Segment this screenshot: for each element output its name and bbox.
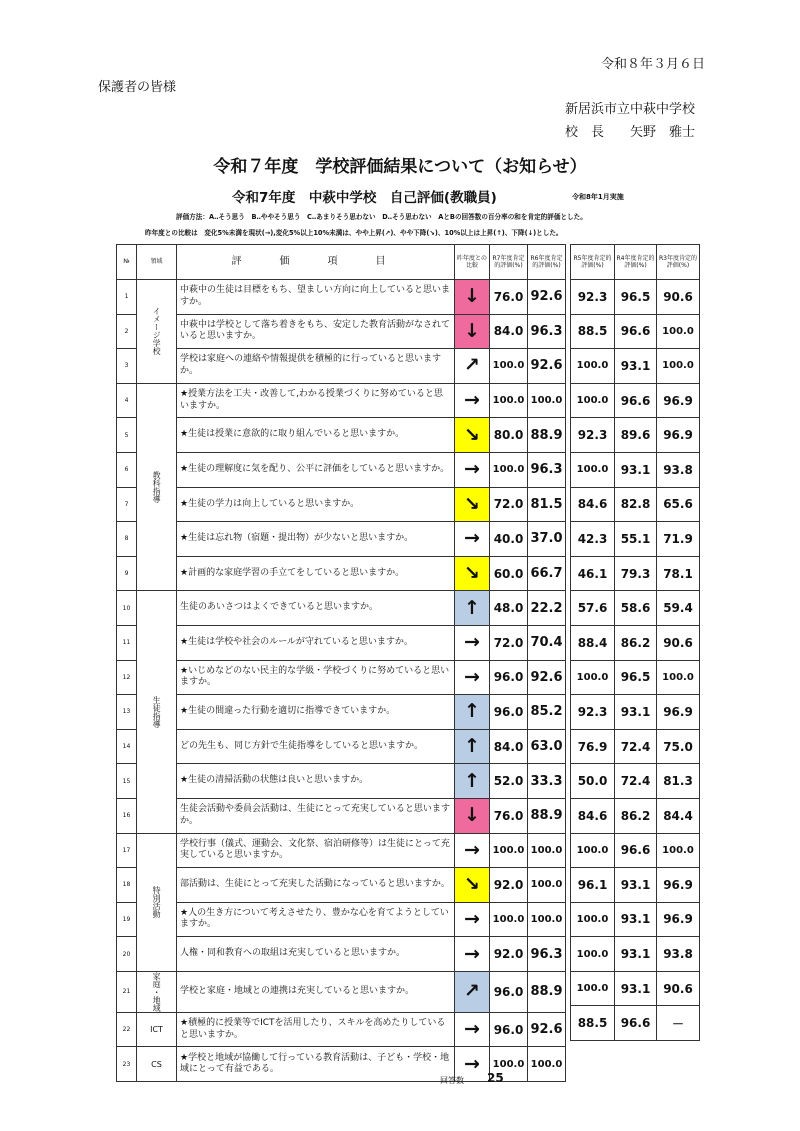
trend-arrow-icon: ↘	[455, 868, 490, 903]
r7-value: 76.0	[490, 280, 528, 315]
r4-value: 72.4	[615, 729, 657, 764]
implementation-date: 令和8年1月実施	[572, 193, 624, 201]
trend-arrow-icon: →	[455, 522, 490, 557]
r3-value: 71.9	[657, 522, 700, 557]
header-r5: R5年度肯定的評価(%)	[571, 245, 615, 280]
table-row	[117, 764, 566, 799]
r3-value: 96.9	[657, 383, 700, 418]
header-r3: R3年度肯定的評価(%)	[657, 245, 700, 280]
table-row	[117, 522, 566, 557]
row-number: 6	[117, 452, 137, 487]
history-row	[571, 452, 700, 487]
r6-value: 92.6	[528, 660, 566, 695]
header-r4: R4年度肯定的評価(%)	[615, 245, 657, 280]
trend-arrow-icon: →	[455, 625, 490, 660]
r3-value: 93.8	[657, 937, 700, 972]
r5-value: 46.1	[571, 556, 615, 591]
r7-value: 72.0	[490, 487, 528, 522]
r4-value: 58.6	[615, 591, 657, 626]
evaluation-method-note: 評価方法：A‥そう思う B‥ややそう思う C‥あまりそう思わない D‥そう思わない AとBの回答数の百分率の和を肯定的評価とした。	[176, 213, 587, 221]
respondents-label: 回答数	[440, 1076, 464, 1085]
r3-value: 96.9	[657, 902, 700, 937]
r3-value: 90.6	[657, 971, 700, 1006]
r5-value: 100.0	[571, 902, 615, 937]
r6-value: 92.6	[528, 1012, 566, 1047]
row-number: 19	[117, 902, 137, 937]
history-row	[571, 1006, 700, 1041]
r6-value: 88.9	[528, 971, 566, 1012]
r7-value: 100.0	[490, 349, 528, 384]
r3-value: －	[657, 1006, 700, 1041]
r7-value: 92.0	[490, 937, 528, 972]
table-row	[117, 937, 566, 972]
table-row	[117, 729, 566, 764]
header-no: №	[117, 245, 137, 280]
category-label: 教科指導	[137, 383, 177, 591]
history-row	[571, 764, 700, 799]
r6-value: 92.6	[528, 349, 566, 384]
trend-arrow-icon: ↓	[455, 280, 490, 315]
r4-value: 82.8	[615, 487, 657, 522]
r4-value: 93.1	[615, 902, 657, 937]
trend-arrow-icon: →	[455, 833, 490, 868]
row-number: 18	[117, 868, 137, 903]
r6-value: 100.0	[528, 902, 566, 937]
history-row	[571, 314, 700, 349]
trend-arrow-icon: →	[455, 660, 490, 695]
row-number: 21	[117, 971, 137, 1012]
history-row	[571, 625, 700, 660]
r6-value: 96.3	[528, 452, 566, 487]
r5-value: 100.0	[571, 937, 615, 972]
r7-value: 84.0	[490, 314, 528, 349]
r5-value: 84.6	[571, 487, 615, 522]
row-number: 2	[117, 314, 137, 349]
r4-value: 89.6	[615, 418, 657, 453]
evaluation-item: 中萩中の生徒は目標をもち、望ましい方向に向上していると思いますか。	[177, 280, 455, 315]
r3-value: 75.0	[657, 729, 700, 764]
r5-value: 42.3	[571, 522, 615, 557]
history-row	[571, 937, 700, 972]
r4-value: 93.1	[615, 937, 657, 972]
r3-value: 100.0	[657, 833, 700, 868]
r5-value: 57.6	[571, 591, 615, 626]
r7-value: 60.0	[490, 556, 528, 591]
r6-value: 81.5	[528, 487, 566, 522]
history-row	[571, 487, 700, 522]
table-row	[117, 591, 566, 626]
category-label: CS	[137, 1047, 177, 1082]
header-item: 評 価 項 目	[177, 245, 455, 280]
r4-value: 72.4	[615, 764, 657, 799]
header-r6: R6年度肯定的評価(%)	[528, 245, 566, 280]
category-label: 生徒指導	[137, 591, 177, 833]
trend-arrow-icon: →	[455, 1012, 490, 1047]
row-number: 7	[117, 487, 137, 522]
r3-value: 84.4	[657, 798, 700, 833]
history-row	[571, 868, 700, 903]
r6-value: 100.0	[528, 868, 566, 903]
r4-value: 93.1	[615, 868, 657, 903]
history-row	[571, 418, 700, 453]
table-row	[117, 798, 566, 833]
category-label: ICT	[137, 1012, 177, 1047]
r4-value: 96.6	[615, 383, 657, 418]
comparison-note: 昨年度との比較は 変化5%未満を現状(→),変化5%以上10%未満は、やや上昇(↗)、やや下降(↘)、10%以上は上昇(↑)、下降(↓)とした。	[145, 229, 563, 237]
evaluation-item: 生徒会活動や委員会活動は、生徒にとって充実していると思いますか。	[177, 798, 455, 833]
header-r7: R7年度肯定的評価(%)	[490, 245, 528, 280]
survey-subtitle: 令和7年度 中萩中学校 自己評価(教職員)	[232, 190, 497, 206]
r7-value: 100.0	[490, 1047, 528, 1082]
r3-value: 100.0	[657, 314, 700, 349]
r5-value: 100.0	[571, 383, 615, 418]
evaluation-item: ★生徒の学力は向上していると思いますか。	[177, 487, 455, 522]
table-row	[117, 971, 566, 1012]
evaluation-item: ★いじめなどのない民主的な学級・学校づくりに努めていると思いますか。	[177, 660, 455, 695]
r3-value: 65.6	[657, 487, 700, 522]
trend-arrow-icon: ↑	[455, 695, 490, 730]
trend-arrow-icon: ↑	[455, 729, 490, 764]
r3-value: 81.3	[657, 764, 700, 799]
r3-value: 100.0	[657, 660, 700, 695]
r7-value: 72.0	[490, 625, 528, 660]
addressee: 保護者の皆様	[98, 80, 177, 95]
table-row	[117, 868, 566, 903]
table-row	[117, 1012, 566, 1047]
table-row	[117, 556, 566, 591]
r6-value: 96.3	[528, 937, 566, 972]
r7-value: 100.0	[490, 452, 528, 487]
r4-value: 96.5	[615, 660, 657, 695]
evaluation-item: 中萩中は学校として落ち着きをもち、安定した教育活動がなされていると思いますか。	[177, 314, 455, 349]
evaluation-item: 生徒のあいさつはよくできていると思いますか。	[177, 591, 455, 626]
trend-arrow-icon: ↓	[455, 798, 490, 833]
row-number: 4	[117, 383, 137, 418]
r6-value: 100.0	[528, 383, 566, 418]
evaluation-item: 人権・同和教育への取組は充実していると思いますか。	[177, 937, 455, 972]
r5-value: 88.4	[571, 625, 615, 660]
trend-arrow-icon: ↗	[455, 971, 490, 1012]
history-row	[571, 902, 700, 937]
trend-arrow-icon: ↓	[455, 314, 490, 349]
r7-value: 96.0	[490, 660, 528, 695]
row-number: 9	[117, 556, 137, 591]
r6-value: 63.0	[528, 729, 566, 764]
r4-value: 79.3	[615, 556, 657, 591]
row-number: 17	[117, 833, 137, 868]
row-number: 5	[117, 418, 137, 453]
history-row	[571, 522, 700, 557]
evaluation-item: ★生徒の理解度に気を配り、公平に評価をしていると思いますか。	[177, 452, 455, 487]
evaluation-item: ★授業方法を工夫・改善して,わかる授業づくりに努めていると思いますか。	[177, 383, 455, 418]
history-row	[571, 798, 700, 833]
r5-value: 50.0	[571, 764, 615, 799]
r7-value: 100.0	[490, 383, 528, 418]
history-row	[571, 971, 700, 1006]
r3-value: 96.9	[657, 695, 700, 730]
r5-value: 92.3	[571, 280, 615, 315]
table-row	[117, 349, 566, 384]
r4-value: 96.6	[615, 833, 657, 868]
r4-value: 86.2	[615, 798, 657, 833]
row-number: 1	[117, 280, 137, 315]
r7-value: 48.0	[490, 591, 528, 626]
table-row	[117, 833, 566, 868]
r6-value: 33.3	[528, 764, 566, 799]
evaluation-item: どの先生も、同じ方針で生徒指導をしていると思いますか。	[177, 729, 455, 764]
category-label: 家庭・地域	[137, 971, 177, 1012]
evaluation-item: ★生徒は学校や社会のルールが守れていると思いますか。	[177, 625, 455, 660]
row-number: 11	[117, 625, 137, 660]
table-row	[117, 660, 566, 695]
trend-arrow-icon: →	[455, 937, 490, 972]
r3-value: 96.9	[657, 418, 700, 453]
document-date: 令和８年３月６日	[600, 57, 705, 72]
r7-value: 40.0	[490, 522, 528, 557]
r6-value: 88.9	[528, 798, 566, 833]
principal-name: 校 長 矢野 雅士	[565, 125, 696, 140]
evaluation-item: 学校と家庭・地域との連携は充実していると思いますか。	[177, 971, 455, 1012]
r4-value: 96.6	[615, 314, 657, 349]
r7-value: 76.0	[490, 798, 528, 833]
r5-value: 100.0	[571, 349, 615, 384]
history-row	[571, 349, 700, 384]
history-table	[570, 244, 700, 1041]
table-row	[117, 314, 566, 349]
r5-value: 100.0	[571, 833, 615, 868]
r7-value: 100.0	[490, 902, 528, 937]
r5-value: 96.1	[571, 868, 615, 903]
r3-value: 59.4	[657, 591, 700, 626]
history-row	[571, 729, 700, 764]
r6-value: 92.6	[528, 280, 566, 315]
table-row	[117, 487, 566, 522]
r6-value: 22.2	[528, 591, 566, 626]
row-number: 10	[117, 591, 137, 626]
r5-value: 84.6	[571, 798, 615, 833]
table-row	[117, 625, 566, 660]
r6-value: 70.4	[528, 625, 566, 660]
r4-value: 55.1	[615, 522, 657, 557]
r3-value: 78.1	[657, 556, 700, 591]
trend-arrow-icon: →	[455, 383, 490, 418]
r5-value: 100.0	[571, 452, 615, 487]
header-compare: 昨年度との比較	[455, 245, 490, 280]
r6-value: 88.9	[528, 418, 566, 453]
history-row	[571, 660, 700, 695]
row-number: 16	[117, 798, 137, 833]
table-row	[117, 280, 566, 315]
r4-value: 93.1	[615, 349, 657, 384]
r5-value: 88.5	[571, 1006, 615, 1041]
trend-arrow-icon: →	[455, 452, 490, 487]
trend-arrow-icon: ↘	[455, 418, 490, 453]
trend-arrow-icon: ↘	[455, 556, 490, 591]
r3-value: 90.6	[657, 280, 700, 315]
evaluation-table	[116, 244, 566, 1082]
row-number: 22	[117, 1012, 137, 1047]
r6-value: 100.0	[528, 833, 566, 868]
r7-value: 52.0	[490, 764, 528, 799]
r6-value: 100.0	[528, 1047, 566, 1082]
row-number: 20	[117, 937, 137, 972]
r7-value: 96.0	[490, 1012, 528, 1047]
r3-value: 93.8	[657, 452, 700, 487]
trend-arrow-icon: ↗	[455, 349, 490, 384]
r6-value: 85.2	[528, 695, 566, 730]
evaluation-item: ★生徒の間違った行動を適切に指導できていますか。	[177, 695, 455, 730]
category-label: 特別活動	[137, 833, 177, 971]
r4-value: 96.5	[615, 280, 657, 315]
history-row	[571, 280, 700, 315]
history-row	[571, 383, 700, 418]
table-row	[117, 383, 566, 418]
school-name: 新居浜市立中萩中学校	[565, 102, 696, 117]
evaluation-item: 部活動は、生徒にとって充実した活動になっていると思いますか。	[177, 868, 455, 903]
table-row	[117, 695, 566, 730]
row-number: 14	[117, 729, 137, 764]
trend-arrow-icon: →	[455, 902, 490, 937]
evaluation-item: ★計画的な家庭学習の手立てをしていると思いますか。	[177, 556, 455, 591]
table-row	[117, 452, 566, 487]
history-row	[571, 556, 700, 591]
evaluation-item: ★生徒の清掃活動の状態は良いと思いますか。	[177, 764, 455, 799]
r5-value: 100.0	[571, 660, 615, 695]
r6-value: 66.7	[528, 556, 566, 591]
respondents-count: 25	[487, 1071, 504, 1085]
row-number: 15	[117, 764, 137, 799]
r3-value: 100.0	[657, 349, 700, 384]
r5-value: 76.9	[571, 729, 615, 764]
header-category: 領域	[137, 245, 177, 280]
r4-value: 93.1	[615, 452, 657, 487]
r4-value: 86.2	[615, 625, 657, 660]
document-title: 令和７年度 学校評価結果について（お知らせ）	[213, 157, 587, 177]
r4-value: 93.1	[615, 971, 657, 1006]
evaluation-item: ★積極的に授業等でICTを活用したり、スキルを高めたりしていると思いますか。	[177, 1012, 455, 1047]
table-row	[117, 418, 566, 453]
history-row	[571, 833, 700, 868]
r4-value: 93.1	[615, 695, 657, 730]
r5-value: 92.3	[571, 695, 615, 730]
trend-arrow-icon: ↑	[455, 591, 490, 626]
r6-value: 37.0	[528, 522, 566, 557]
r7-value: 92.0	[490, 868, 528, 903]
table-row	[117, 902, 566, 937]
row-number: 8	[117, 522, 137, 557]
evaluation-item: ★人の生き方について考えさせたり、豊かな心を育てようとしていますか。	[177, 902, 455, 937]
r7-value: 80.0	[490, 418, 528, 453]
category-label: イメージ学校	[137, 280, 177, 384]
row-number: 13	[117, 695, 137, 730]
trend-arrow-icon: ↑	[455, 764, 490, 799]
r7-value: 84.0	[490, 729, 528, 764]
evaluation-item: ★学校と地域が協働して行っている教育活動は、子ども・学校・地域にとって有益である。	[177, 1047, 455, 1082]
history-row	[571, 695, 700, 730]
r5-value: 88.5	[571, 314, 615, 349]
r7-value: 96.0	[490, 695, 528, 730]
history-row	[571, 591, 700, 626]
r3-value: 90.6	[657, 625, 700, 660]
row-number: 23	[117, 1047, 137, 1082]
trend-arrow-icon: →	[455, 1047, 490, 1082]
r5-value: 92.3	[571, 418, 615, 453]
evaluation-item: 学校は家庭への連絡や情報提供を積極的に行っていると思いますか。	[177, 349, 455, 384]
r6-value: 96.3	[528, 314, 566, 349]
evaluation-item: ★生徒は忘れ物（宿題・提出物）が少ないと思いますか。	[177, 522, 455, 557]
trend-arrow-icon: ↘	[455, 487, 490, 522]
row-number: 3	[117, 349, 137, 384]
r5-value: 100.0	[571, 971, 615, 1006]
r7-value: 100.0	[490, 833, 528, 868]
row-number: 12	[117, 660, 137, 695]
evaluation-item: 学校行事（儀式、運動会、文化祭、宿泊研修等）は生徒にとって充実していると思いますか。	[177, 833, 455, 868]
r3-value: 96.9	[657, 868, 700, 903]
r4-value: 96.6	[615, 1006, 657, 1041]
evaluation-item: ★生徒は授業に意欲的に取り組んでいると思いますか。	[177, 418, 455, 453]
r7-value: 96.0	[490, 971, 528, 1012]
